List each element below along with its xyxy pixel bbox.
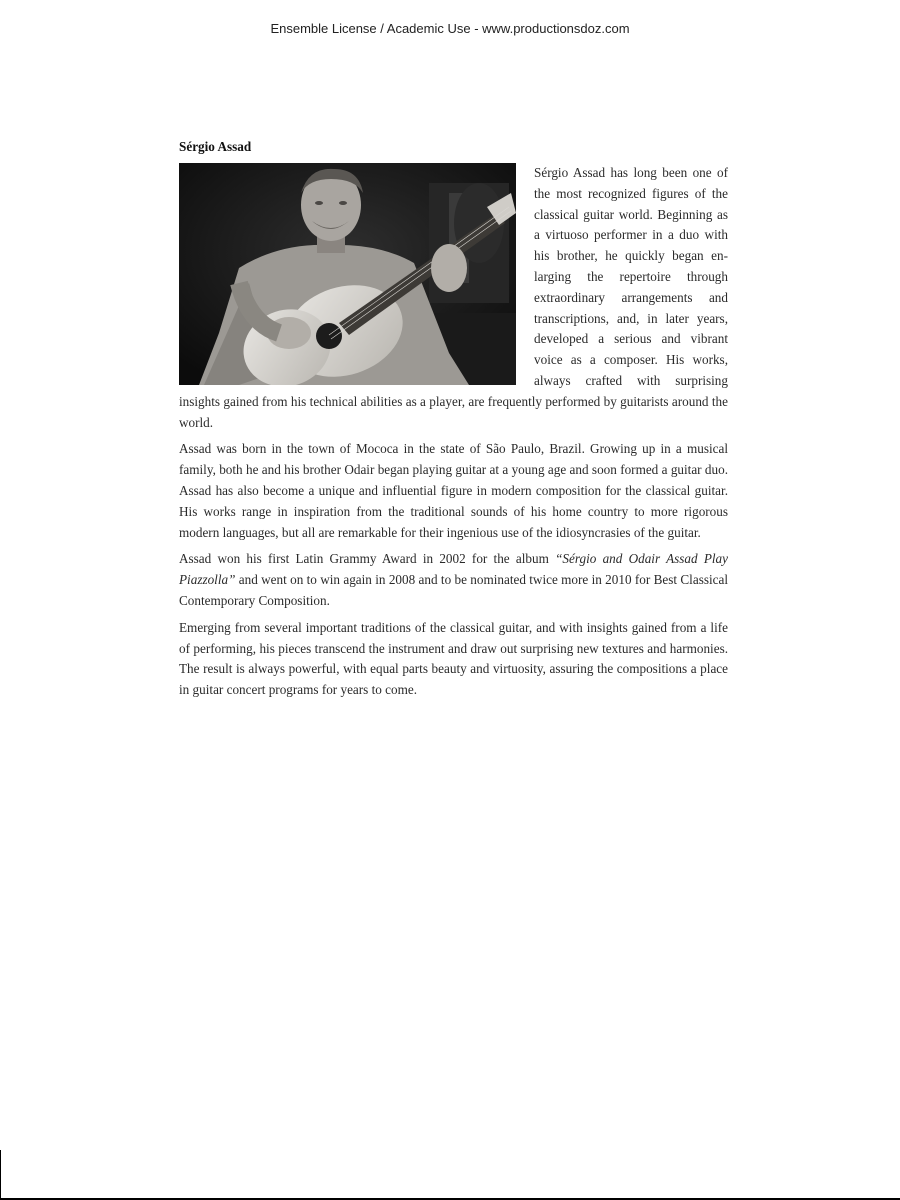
album-title: “Sérgio and Odair Assad Play Piazzolla” (179, 551, 728, 588)
biography-title: Sérgio Assad (179, 139, 252, 154)
paragraph-intro: Sérgio Assad has long been one of the most recognized figures of the classical guitar world. Beginning as a virtuoso performer in a duo with his brother, he quickly began enlarging the repertoire through extraordinary arrangements and transcriptions, and, in later years, developed a serious and vibrant voice as a composer. His works, always crafted with surprising insights gained from his technical abilities as a player, are frequently performed by guitarists around the world. (179, 165, 728, 430)
guitarist-photo-illustration (179, 163, 516, 385)
license-header: Ensemble License / Academic Use - www.productionsdoz.com (270, 21, 630, 36)
paragraph-awards (179, 549, 728, 611)
paragraph-early-life: Assad was born in the town of Mococa in the state of São Paulo, Brazil. Growing up in a musical family, both he and his brother Odair began playing guitar at a young age and soon formed a guitar duo. Assad has also become a unique and influential figure in modern composition for the classical guitar. His works range in inspiration from the traditional sounds of his home country to more rigorous modern languages, but all are remarkable for their ingenious use of the idiosyncrasies of the guitar. (179, 441, 728, 540)
guitarist-photo (179, 163, 516, 385)
biography-section (179, 138, 728, 707)
page-edge-left (0, 1150, 1, 1200)
paragraph-legacy: Emerging from several important traditions of the classical guitar, and with insights gained from a life of performing, his pieces transcend the instrument and draw out surprising new textures and harmonies. The result is always powerful, with equal parts beauty and virtuosity, assuring the compositions a place in guitar concert programs for years to come. (179, 619, 728, 698)
awards-text-start: Assad won his first Latin Grammy Award in 2002 for the album (179, 551, 556, 567)
awards-text-end: and went on to win again in 2008 and to be nominated twice more in 2010 for Best Classical Contemporary Composition. (179, 572, 728, 608)
